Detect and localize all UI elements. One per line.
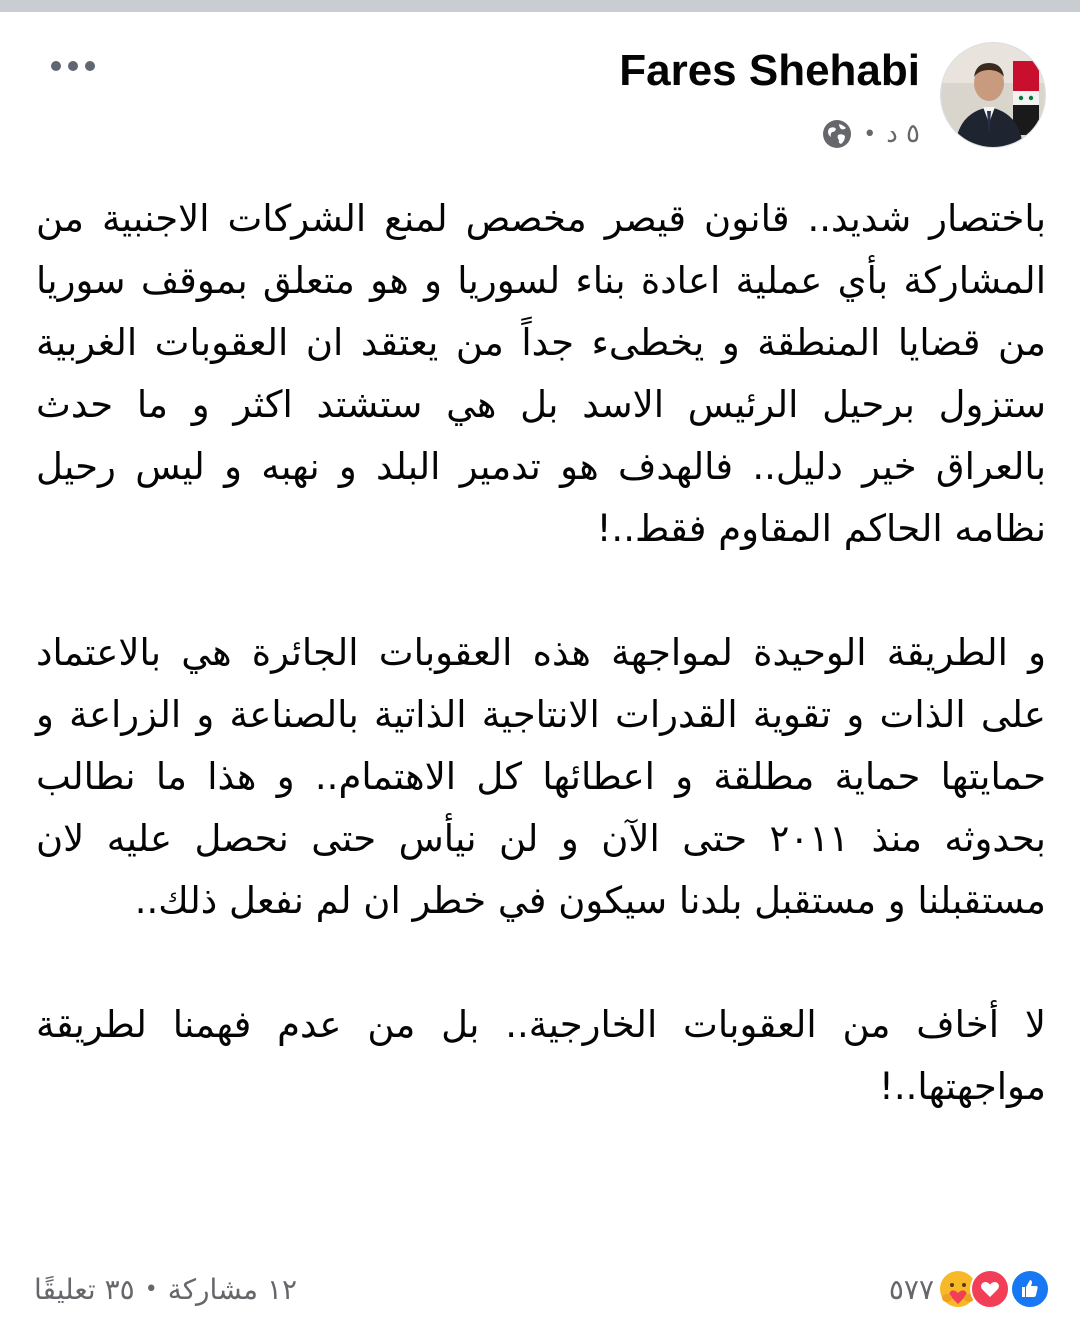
shares-count-link[interactable]: ١٢ مشاركة bbox=[167, 1272, 298, 1306]
facebook-post bbox=[0, 12, 1080, 1325]
post-header bbox=[0, 12, 1080, 162]
post-timestamp[interactable]: ٥ د bbox=[886, 119, 920, 149]
stats-separator: • bbox=[144, 1276, 158, 1302]
top-divider-strip bbox=[0, 0, 1080, 12]
post-paragraph-1: باختصار شديد.. قانون قيصر مخصص لمنع الشركات الاجنبية من المشاركة بأي عملية اعادة بناء لسوريا و هو متعلق بموقف سوريا من قضايا المنطقة و يخطىء جداً من يعتقد ان العقوبات الغربية ستزول برحيل الرئيس الاسد بل هي ستشتد اكثر و ما حدث بالعراق خير دليل.. فالهدف هو تدمير البلد و نهبه و ليس رحيل نظامه الحاكم المقاوم فقط..! bbox=[36, 197, 1046, 550]
globe-icon[interactable] bbox=[821, 118, 853, 150]
post-paragraph-2: و الطريقة الوحيدة لمواجهة هذه العقوبات الجائرة هي بالاعتماد على الذات و تقوية القدرات الانتاجية الذاتية بالصناعة و الزراعة و حمايتها حماية مطلقة و اعطائها كل الاهتمام.. و هذا ما نطالب بحدوثه منذ ٢٠١١ حتى الآن و لن نيأس حتى نحصل عليه لان مستقبلنا و مستقبل بلدنا سيكون في خطر ان لم نفعل ذلك.. bbox=[36, 631, 1046, 922]
reaction-count: ٥٧٧ bbox=[888, 1272, 934, 1306]
more-dots-icon[interactable] bbox=[38, 46, 108, 86]
author-avatar[interactable] bbox=[940, 42, 1046, 148]
post-paragraph-3: لا أخاف من العقوبات الخارجية.. بل من عدم فهمنا لطريقة مواجهتها..! bbox=[36, 1003, 1046, 1108]
post-body bbox=[36, 188, 1046, 1118]
reactions-summary[interactable] bbox=[889, 1267, 1050, 1311]
engagement-stats bbox=[34, 1269, 297, 1309]
avatar-image bbox=[941, 43, 1046, 148]
post-meta bbox=[821, 116, 920, 152]
comments-count-link[interactable]: ٣٥ تعليقًا bbox=[34, 1272, 135, 1306]
like-icon bbox=[1010, 1269, 1050, 1309]
post-footer bbox=[0, 1257, 1080, 1317]
meta-separator: • bbox=[863, 121, 877, 147]
love-icon bbox=[970, 1269, 1010, 1309]
author-name[interactable]: Fares Shehabi bbox=[619, 46, 920, 95]
